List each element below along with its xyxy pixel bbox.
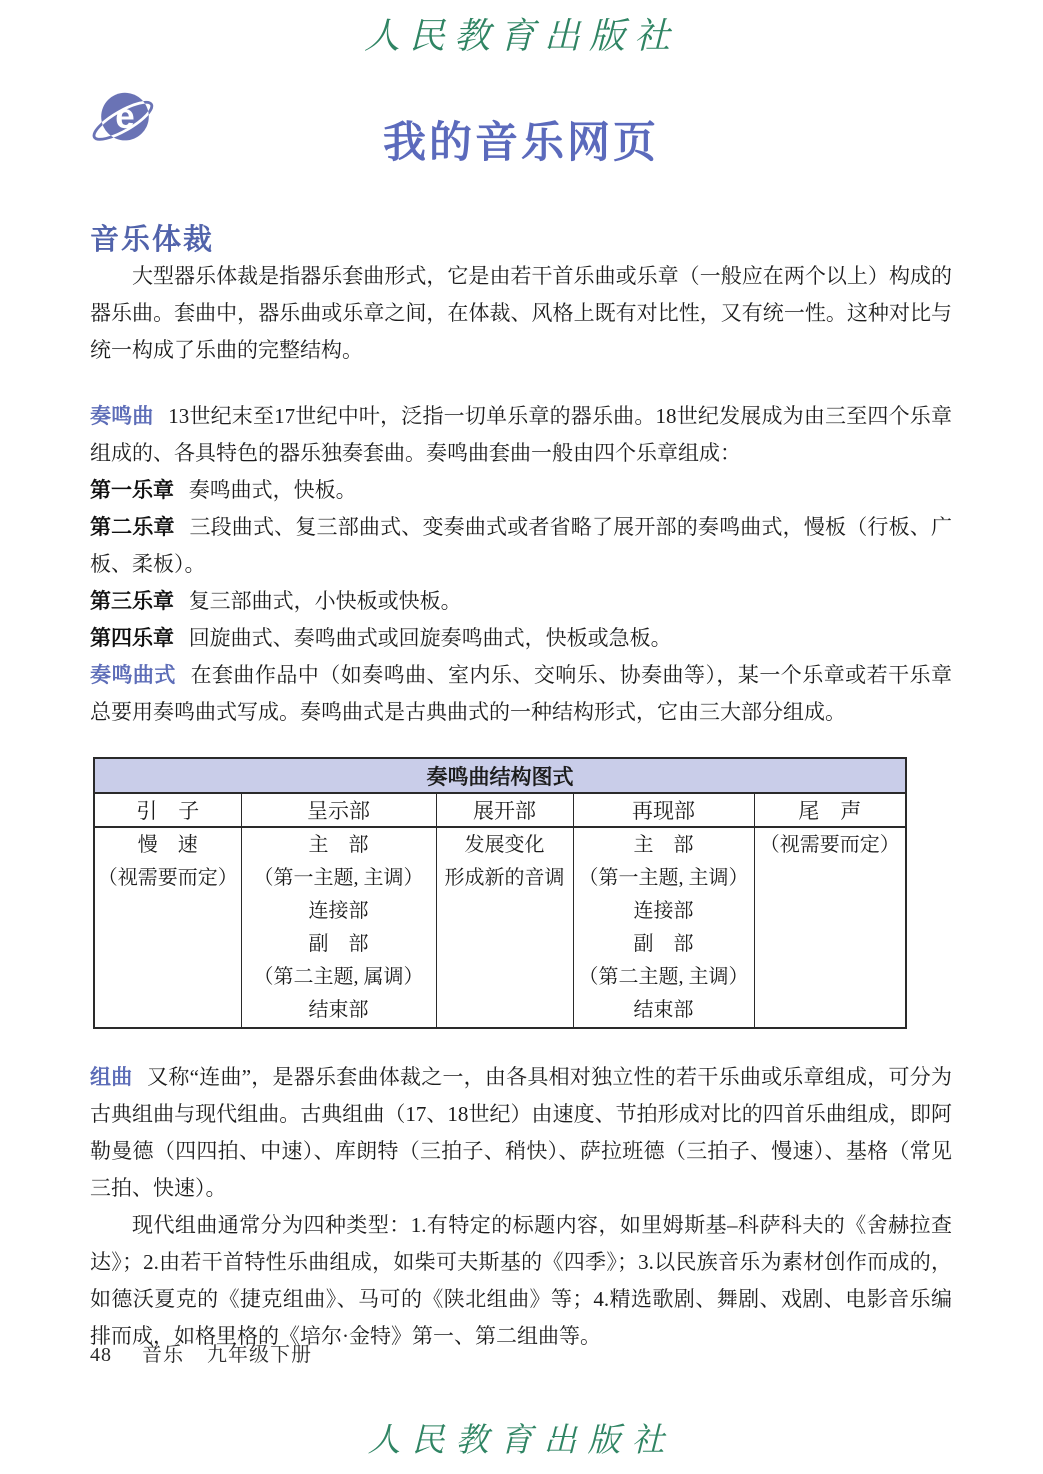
cell-line: 主 部 (308, 834, 369, 856)
page-footer (90, 1338, 312, 1367)
table-title: 奏鸣曲结构图式 (94, 758, 906, 793)
sonata-structure-table (93, 757, 907, 1029)
intro-paragraph: 大型器乐体裁是指器乐套曲形式，它是由若干首乐曲或乐章（一般应在两个以上）构成的器乐曲。套曲中，器乐曲或乐章之间，在体裁、风格上既有对比性，又有统一性。这种对比与统一构成了乐曲的完整结构。 (90, 264, 952, 362)
col-header-coda: 尾 声 (754, 793, 906, 827)
entry-text: 回旋曲式、奏鸣曲式或回旋奏鸣曲式，快板或急板。 (188, 626, 672, 650)
col-header-exposition: 呈示部 (241, 793, 436, 827)
publisher-calligraphy-bottom: 人民教育出版社 (367, 1423, 676, 1459)
entry-term: 奏鸣曲 (90, 405, 154, 428)
cell-line: （第一主题, 主调） (578, 867, 749, 889)
entry-term: 第一乐章 (90, 479, 174, 502)
entry-term: 第四乐章 (90, 627, 174, 650)
cell-line: （第二主题, 主调） (578, 966, 749, 988)
entry-movement-2 (90, 509, 952, 583)
entry-movement-3 (90, 583, 952, 620)
cell-line: 发展变化 (464, 834, 545, 856)
page-number: 48 (90, 1344, 112, 1366)
table-row (94, 827, 906, 1028)
entry-suite (90, 1059, 952, 1207)
entry-text: 在套曲作品中（如奏鸣曲、室内乐、交响乐、协奏曲等），某一个乐章或若干乐章总要用奏鸣曲式写成。奏鸣曲式是古典曲式的一种结构形式，它由三大部分组成。 (90, 663, 952, 724)
modern-suite-paragraph: 现代组曲通常分为四种类型：1.有特定的标题内容，如里姆斯基–科萨科夫的《舍赫拉查达》；2.由若干首特性乐曲组成，如柴可夫斯基的《四季》；3.以民族音乐为素材创作而成的，如德沃夏克的《捷克组曲》、马可的《陕北组曲》等；4.精选歌剧、舞剧、戏剧、电影音乐编排而成，如格里格的《培尔·金特》第一、第二组曲等。 (90, 1213, 952, 1348)
cell-line: （视需要而定） (759, 834, 900, 856)
entry-movement-4 (90, 620, 952, 657)
cell-line: 形成新的音调 (444, 867, 565, 889)
cell-line: 慢 速 (137, 834, 198, 856)
entry-term: 第三乐章 (90, 590, 174, 613)
publisher-calligraphy-top: 人民教育出版社 (363, 16, 679, 56)
svg-text:e: e (115, 96, 135, 136)
entry-movement-1 (90, 472, 952, 509)
cell-exposition (241, 827, 436, 1028)
cell-line: 结束部 (633, 999, 694, 1021)
entry-text: 复三部曲式，小快板或快板。 (188, 589, 462, 613)
cell-line: 连接部 (308, 900, 369, 922)
entry-text: 又称“连曲”，是器乐套曲体裁之一，由各具相对独立性的若干乐曲或乐章组成，可分为古典组曲与现代组曲。古典组曲（17、18世纪）由速度、节拍形成对比的四首乐曲组成，即阿勒曼德（四四拍、中速）、库朗特（三拍子、稍快）、萨拉班德（三拍子、慢速）、基格（常见三拍、快速）。 (90, 1065, 952, 1200)
sonata-entries (90, 398, 952, 731)
entry-text: 三段曲式、复三部曲式、变奏曲式或者省略了展开部的奏鸣曲式，慢板（行板、广板、柔板）。 (90, 515, 952, 576)
cell-line: 连接部 (633, 900, 694, 922)
col-header-intro: 引 子 (94, 793, 241, 827)
cell-line: （第二主题, 属调） (253, 966, 424, 988)
footer-subject: 音乐 (142, 1344, 184, 1366)
page-title: 我的音乐网页 (383, 119, 659, 167)
cell-intro (94, 827, 241, 1028)
entry-text: 13世纪末至17世纪中叶，泛指一切单乐章的器乐曲。18世纪发展成为由三至四个乐章组成的、各具特色的器乐独奏套曲。奏鸣曲套曲一般由四个乐章组成： (90, 404, 952, 465)
section-heading: 音乐体裁 (90, 224, 215, 256)
cell-line: 副 部 (308, 933, 369, 955)
cell-line: （第一主题, 主调） (253, 867, 424, 889)
entry-text: 奏鸣曲式，快板。 (188, 478, 357, 502)
cell-coda (754, 827, 906, 1028)
col-header-development: 展开部 (436, 793, 573, 827)
entry-term: 第二乐章 (90, 516, 175, 539)
entry-term: 奏鸣曲式 (90, 664, 176, 687)
cell-line: （视需要而定） (97, 867, 238, 889)
cell-line: 结束部 (308, 999, 369, 1021)
entry-term: 组曲 (90, 1066, 133, 1089)
col-header-recapitulation: 再现部 (573, 793, 754, 827)
cell-line: 副 部 (633, 933, 694, 955)
cell-recapitulation (573, 827, 754, 1028)
cell-line: 主 部 (633, 834, 694, 856)
suite-section (90, 1059, 952, 1355)
entry-sonata (90, 398, 952, 472)
footer-volume: 九年级下册 (207, 1344, 312, 1366)
title-row (90, 79, 952, 167)
cell-development (436, 827, 573, 1028)
entry-sonata-form (90, 657, 952, 731)
